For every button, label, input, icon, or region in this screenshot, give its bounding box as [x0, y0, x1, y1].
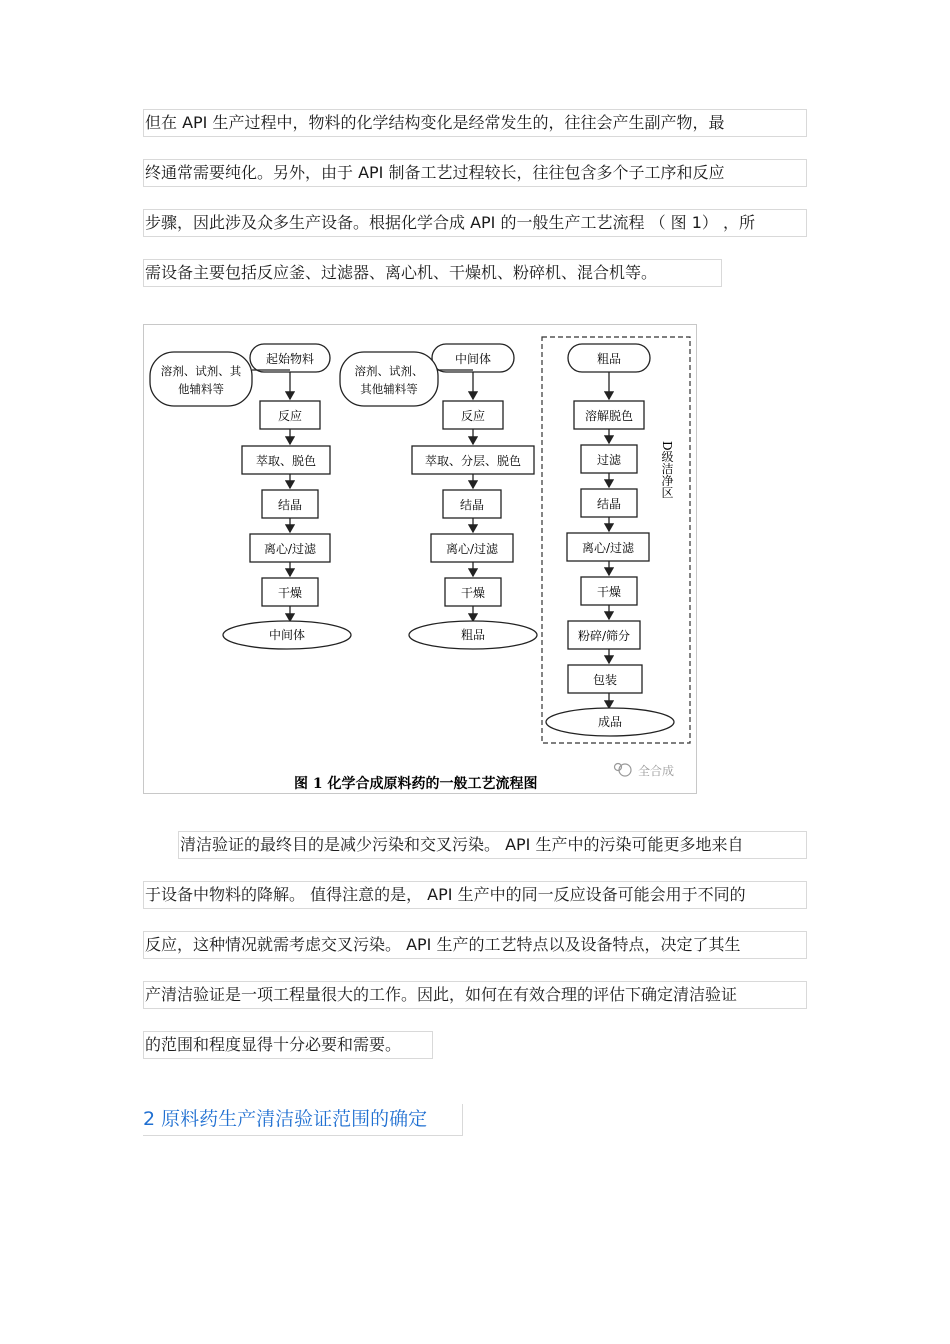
para1-line-3: 步骤，因此涉及众多生产设备。根据化学合成 API 的一般生产工艺流程 （ 图 1） ，所	[143, 209, 807, 237]
para1-line-2: 终通常需要纯化。另外，由于 API 制备工艺过程较长，往往包含多个子工序和反应	[143, 159, 807, 187]
col3-step-3-label: 结晶	[596, 497, 622, 511]
col3-step-4-label: 离心/过滤	[581, 541, 635, 555]
process-flow-figure	[143, 324, 697, 794]
col2-step-4-label: 离心/过滤	[445, 542, 499, 556]
col1-aux-line2: 他辅料等	[178, 382, 224, 396]
clean-zone-label: D级洁净区	[660, 441, 674, 499]
watermark-text: 全合成	[638, 764, 675, 778]
col3-step-5-label: 干燥	[596, 585, 622, 599]
col2-start-label: 中间体	[454, 352, 492, 366]
col2-step-2-label: 萃取、分层、脱色	[424, 454, 522, 468]
section-heading: 2 原料药生产清洁验证范围的确定	[143, 1104, 463, 1136]
para2-line-1: 清洁验证的最终目的是减少污染和交叉污染。 API 生产中的污染可能更多地来自	[178, 831, 807, 859]
col1-step-5-label: 干燥	[277, 586, 303, 600]
col2-aux-node	[340, 352, 438, 406]
col1-step-1-label: 反应	[277, 409, 303, 423]
col2-step-5-label: 干燥	[460, 586, 486, 600]
col1-end-label: 中间体	[268, 628, 306, 642]
col1-aux-line1: 溶剂、试剂、其	[160, 364, 242, 378]
col3-step-6-label: 粉碎/筛分	[577, 629, 631, 643]
para2-line-4: 产清洁验证是一项工程量很大的工作。因此，如何在有效合理的评估下确定清洁验证	[143, 981, 807, 1009]
col1-aux-node	[150, 352, 252, 406]
col1-step-2-label: 萃取、脱色	[255, 454, 317, 468]
col2-aux-line2: 其他辅料等	[360, 382, 418, 396]
figure-caption: 图 1 化学合成原料药的一般工艺流程图	[294, 776, 538, 792]
col1-step-3-label: 结晶	[277, 498, 303, 512]
col3-start-label: 粗品	[596, 352, 622, 366]
col3-step-1-label: 溶解脱色	[584, 409, 634, 423]
col1-step-4-label: 离心/过滤	[263, 542, 317, 556]
para2-line-5: 的范围和程度显得十分必要和需要。	[143, 1031, 433, 1059]
flowchart-svg	[144, 325, 698, 795]
col1-start-label: 起始物料	[265, 352, 315, 366]
para1-line-4: 需设备主要包括反应釜、过滤器、离心机、干燥机、粉碎机、混合机等。	[143, 259, 722, 287]
col2-aux-line1: 溶剂、试剂、	[354, 364, 424, 378]
col2-step-1-label: 反应	[460, 409, 486, 423]
col2-end-label: 粗品	[460, 628, 486, 642]
para1-line-1: 但在 API 生产过程中，物料的化学结构变化是经常发生的，往往会产生副产物，最	[143, 109, 807, 137]
watermark-logo-icon	[615, 764, 632, 777]
col3-end-label: 成品	[597, 715, 623, 729]
para2-line-3: 反应，这种情况就需考虑交叉污染。 API 生产的工艺特点以及设备特点，决定了其生	[143, 931, 807, 959]
col2-step-3-label: 结晶	[459, 498, 485, 512]
col3-step-2-label: 过滤	[596, 453, 622, 467]
para2-line-2: 于设备中物料的降解。 值得注意的是， API 生产中的同一反应设备可能会用于不同的	[143, 881, 807, 909]
col3-step-7-label: 包装	[592, 673, 618, 687]
